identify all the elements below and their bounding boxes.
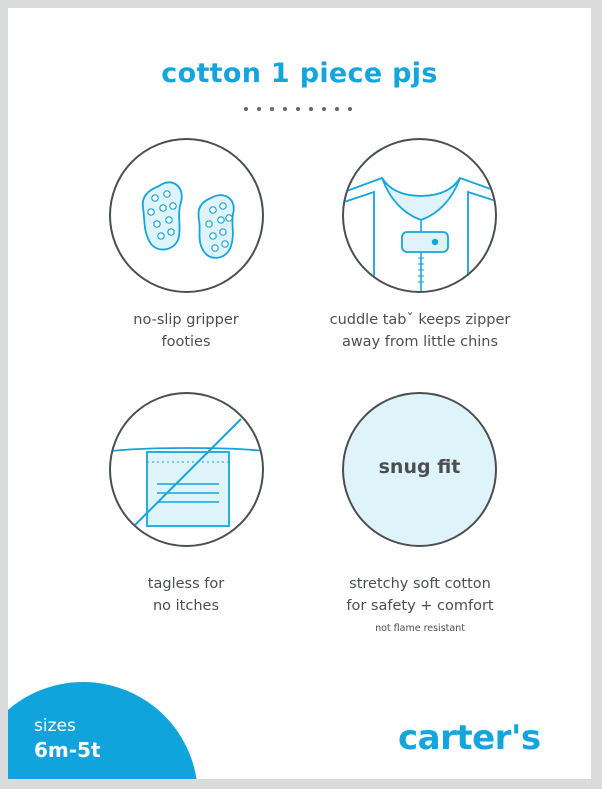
feature-caption-snug-fit: stretchy soft cotton for safety + comfort not flame resistant (295, 573, 545, 639)
product-info-card (8, 8, 591, 779)
sizes-value: 6m-5t (34, 738, 101, 762)
page-title: cotton 1 piece pjs (161, 58, 438, 89)
footie-soles-icon (109, 138, 264, 293)
snug-fit-circle (342, 392, 497, 547)
snug-fit-label: snug fit (378, 456, 461, 478)
feature-caption-cuddle-tab: cuddle tabˇ keeps zipper away from little chins (329, 312, 511, 350)
feature-caption-tagless: tagless for no itches (147, 576, 225, 614)
zipper-tab-icon (342, 138, 497, 293)
sizes-label: sizes (34, 716, 76, 736)
no-tag-icon (109, 392, 264, 547)
flame-resistance-note: not flame resistant (375, 623, 465, 634)
title-divider-dots (242, 107, 362, 115)
feature-caption-gripper: no-slip gripper footies (133, 312, 239, 350)
carters-logo: carter's (398, 718, 541, 758)
